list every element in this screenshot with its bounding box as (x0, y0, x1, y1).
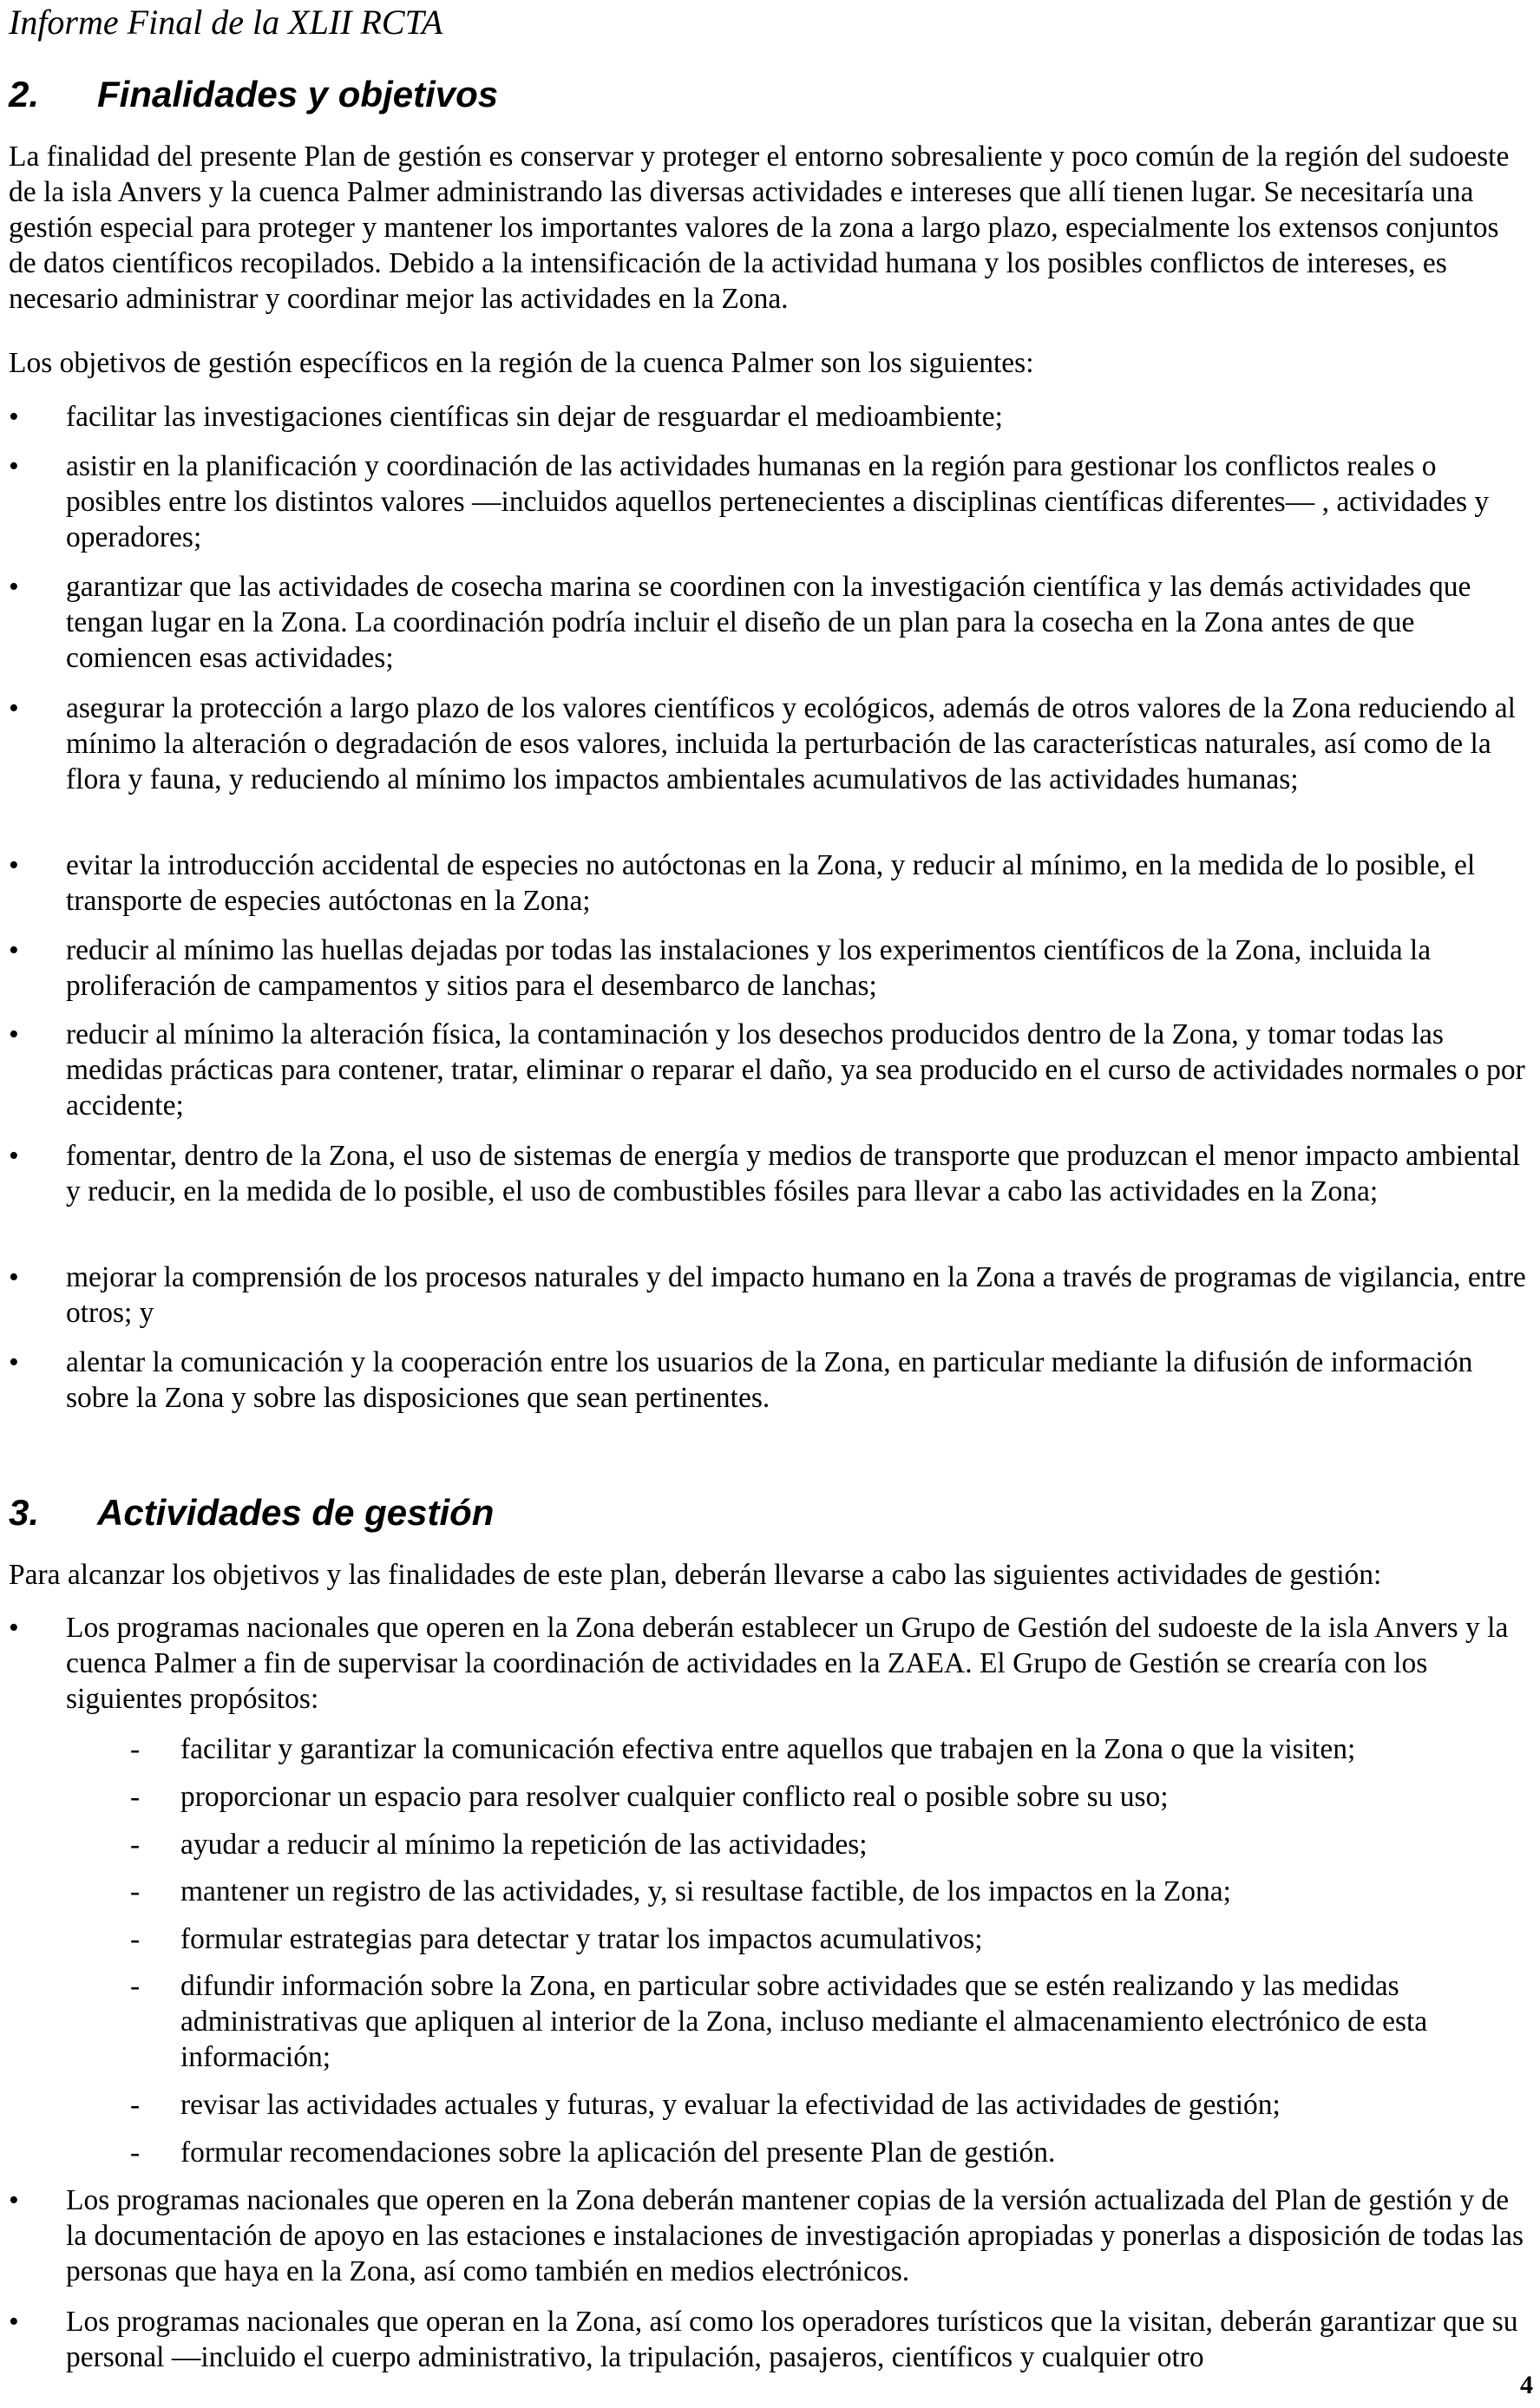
dash-marker: - (130, 1875, 141, 1907)
bullet-text: alentar la comunicación y la cooperación entre los usuarios de la Zona, en particular mediante la difusión de información sobre la Zona y sobre las disposiciones que sean pertinentes. (66, 1346, 1473, 1414)
bullet-text: facilitar las investigaciones científicas sin dejar de resguardar el medioambiente; (66, 401, 1003, 433)
dash-marker: - (130, 2089, 141, 2121)
dash-marker: - (130, 1970, 141, 2002)
bullet-marker: • (9, 450, 19, 482)
bullet-marker: • (9, 1612, 19, 1644)
bullet-text: reducir al mínimo las huellas dejadas por todas las instalaciones y los experimentos científicos de la Zona, incluida la proliferación de campamentos y sitios para el desembarco de lanchas; (66, 934, 1432, 1002)
bullet-text: Los programas nacionales que operen en la Zona deberán establecer un Grupo de Gestión del sudoeste de la isla Anvers y la cuenca Palmer a fin de supervisar la coordinación de actividades en la ZAEA. El Grupo de Gestión se crearía con los siguientes propósitos: (66, 1612, 1509, 1715)
bullet-text: evitar la introducción accidental de especies no autóctonas en la Zona, y reducir al mínimo, en la medida de lo posible, el transporte de especies autóctonas en la Zona; (66, 849, 1476, 917)
bullet-marker: • (9, 571, 19, 603)
bullet-marker: • (9, 2306, 19, 2338)
dash-marker: - (130, 1829, 141, 1861)
bullet-text: garantizar que las actividades de cosecha marina se coordinen con la investigación científica y las demás actividades que tengan lugar en la Zona. La coordinación podría incluir el diseño de un plan para la cosecha en la Zona antes de que comiencen esas actividades; (66, 571, 1471, 674)
bullet-marker: • (9, 1346, 19, 1378)
paragraph: Los objetivos de gestión específicos en la región de la cuenca Palmer son los siguientes: (9, 347, 1034, 379)
section-2-heading (9, 74, 498, 115)
section-title: Actividades de gestión (97, 1492, 495, 1533)
running-header: Informe Final de la XLII RCTA (9, 3, 443, 42)
bullet-text: asistir en la planificación y coordinación de las actividades humanas en la región para gestionar los conflictos reales o posibles entre los distintos valores —incluidos aquellos pertenecientes a disciplinas científicas diferentes— , actividades y operadores; (66, 450, 1490, 553)
section-number: 2. (9, 74, 40, 115)
bullet-text: mejorar la comprensión de los procesos naturales y del impacto humano en la Zona a través de programas de vigilancia, entre otros; y (66, 1261, 1526, 1329)
bullet-marker: • (9, 1018, 19, 1050)
dash-text: mantener un registro de las actividades, y, si resultase factible, de los impactos en la Zona; (180, 1875, 1231, 1907)
dash-marker: - (130, 1781, 141, 1813)
dash-text: revisar las actividades actuales y futuras, y evaluar la efectividad de las actividades de gestión; (180, 2089, 1281, 2121)
bullet-marker: • (9, 401, 19, 433)
section-3-heading (9, 1492, 494, 1534)
bullet-marker: • (9, 2184, 19, 2216)
dash-text: proporcionar un espacio para resolver cualquier conflicto real o posible sobre su uso; (180, 1781, 1169, 1813)
bullet-marker: • (9, 934, 19, 966)
bullet-marker: • (9, 1140, 19, 1172)
bullet-text: Los programas nacionales que operen en la Zona deberán mantener copias de la versión actualizada del Plan de gestión y de la documentación de apoyo en las estaciones e instalaciones de investigación apropiadas y ponerlas a disposición de todas las personas que haya en la Zona, así como también en medios electrónicos. (66, 2184, 1524, 2287)
dash-text: formular estrategias para detectar y tratar los impactos acumulativos; (180, 1923, 983, 1955)
dash-text: formular recomendaciones sobre la aplicación del presente Plan de gestión. (180, 2136, 1056, 2169)
bullet-text: reducir al mínimo la alteración física, la contaminación y los desechos producidos dentro de la Zona, y tomar todas las medidas prácticas para contener, tratar, eliminar o reparar el daño, ya sea producido en el curso de actividades normales o por accidente; (66, 1018, 1525, 1122)
dash-marker: - (130, 1733, 141, 1765)
bullet-text: asegurar la protección a largo plazo de los valores científicos y ecológicos, además de otros valores de la Zona reduciendo al mínimo la alteración o degradación de esos valores, incluida la perturbación de las características naturales, así como de la flora y fauna, y reduciendo al mínimo los impactos ambientales acumulativos de las actividades humanas; (66, 692, 1516, 795)
dash-marker: - (130, 2136, 141, 2169)
section-title: Finalidades y objetivos (97, 74, 499, 115)
paragraph: La finalidad del presente Plan de gestión es conservar y proteger el entorno sobresaliente y poco común de la región del sudoeste de la isla Anvers y la cuenca Palmer administrando las diversas actividades e intereses que allí tienen lugar. Se necesitaría una gestión especial para proteger y mantener los importantes valores de la zona a largo plazo, especialmente los extensos conjuntos de datos científicos recopilados. Debido a la intensificación de la actividad humana y los posibles conflictos de intereses, es necesario administrar y coordinar mejor las actividades en la Zona. (9, 141, 1510, 315)
dash-marker: - (130, 1923, 141, 1955)
page-number: 4 (1520, 2371, 1533, 2399)
dash-text: facilitar y garantizar la comunicación efectiva entre aquellos que trabajen en la Zona o que la visiten; (180, 1733, 1356, 1765)
dash-text: difundir información sobre la Zona, en particular sobre actividades que se estén realizando y las medidas administrativas que apliquen al interior de la Zona, incluso mediante el almacenamiento electrónico de esta información; (180, 1970, 1428, 2073)
bullet-marker: • (9, 1261, 19, 1293)
bullet-text: fomentar, dentro de la Zona, el uso de sistemas de energía y medios de transporte que produzcan el menor impacto ambiental y reducir, en la medida de lo posible, el uso de combustibles fósiles para llevar a cabo las actividades en la Zona; (66, 1140, 1521, 1207)
bullet-marker: • (9, 849, 19, 881)
section-number: 3. (9, 1492, 40, 1533)
bullet-text: Los programas nacionales que operan en la Zona, así como los operadores turísticos que la visitan, deberán garantizar que su personal —incluido el cuerpo administrativo, la tripulación, pasajeros, científicos y cualquier otro (66, 2306, 1518, 2373)
dash-text: ayudar a reducir al mínimo la repetición de las actividades; (180, 1829, 868, 1861)
paragraph: Para alcanzar los objetivos y las finalidades de este plan, deberán llevarse a cabo las siguientes actividades de gestión: (9, 1559, 1382, 1591)
bullet-marker: • (9, 692, 19, 724)
